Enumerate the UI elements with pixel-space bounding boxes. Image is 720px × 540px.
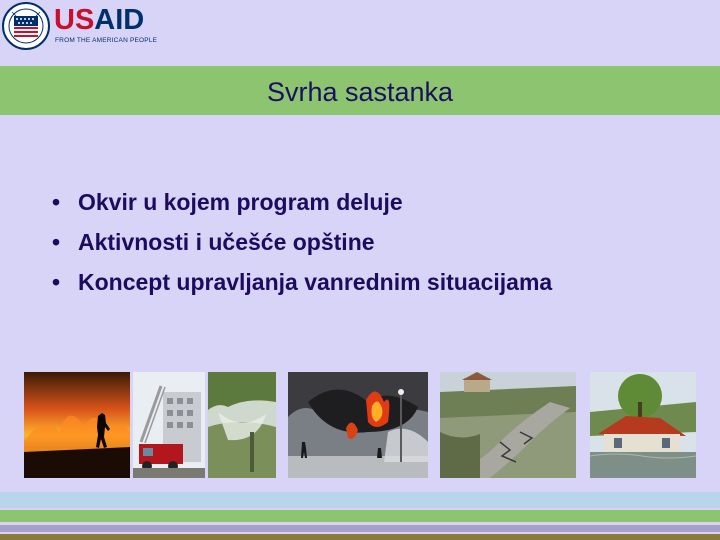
bullet-list	[52, 184, 552, 304]
bullet-item	[52, 184, 552, 224]
footer-stripes	[0, 492, 720, 540]
bullet-glyph: •	[52, 189, 61, 215]
footer-stripe-lavender	[0, 525, 720, 532]
bullet-item	[52, 264, 552, 304]
landscape-mist-photo	[208, 372, 276, 478]
building-fire-smoke-photo	[288, 372, 428, 478]
usaid-seal-icon	[2, 2, 50, 50]
usaid-tagline: FROM THE AMERICAN PEOPLE	[55, 37, 158, 44]
photo-strip	[24, 372, 696, 478]
slide-title: Svrha sastanka	[266, 77, 454, 107]
bullet-glyph: •	[52, 229, 61, 255]
bullet-glyph: •	[52, 269, 61, 295]
bullet-text: Okvir u kojem program deluje	[78, 189, 403, 215]
flooded-house-photo	[590, 372, 696, 478]
brand-aid: AID	[94, 4, 145, 36]
footer-stripe-olive	[0, 534, 720, 540]
bullet-text: Aktivnosti i učešće opštine	[78, 229, 375, 255]
landslide-road-photo	[440, 372, 576, 478]
footer-stripe-green	[0, 510, 720, 522]
brand-us: US	[54, 4, 95, 36]
title-band	[0, 66, 720, 115]
wildfire-firefighter-photo	[24, 372, 130, 478]
usaid-logo	[0, 0, 170, 56]
footer-stripe-blue	[0, 492, 720, 508]
fire-truck-ladder-photo	[133, 372, 205, 478]
usaid-wordmark	[54, 4, 144, 37]
bullet-text: Koncept upravljanja vanrednim situacijama	[78, 269, 553, 295]
bullet-item	[52, 224, 552, 264]
